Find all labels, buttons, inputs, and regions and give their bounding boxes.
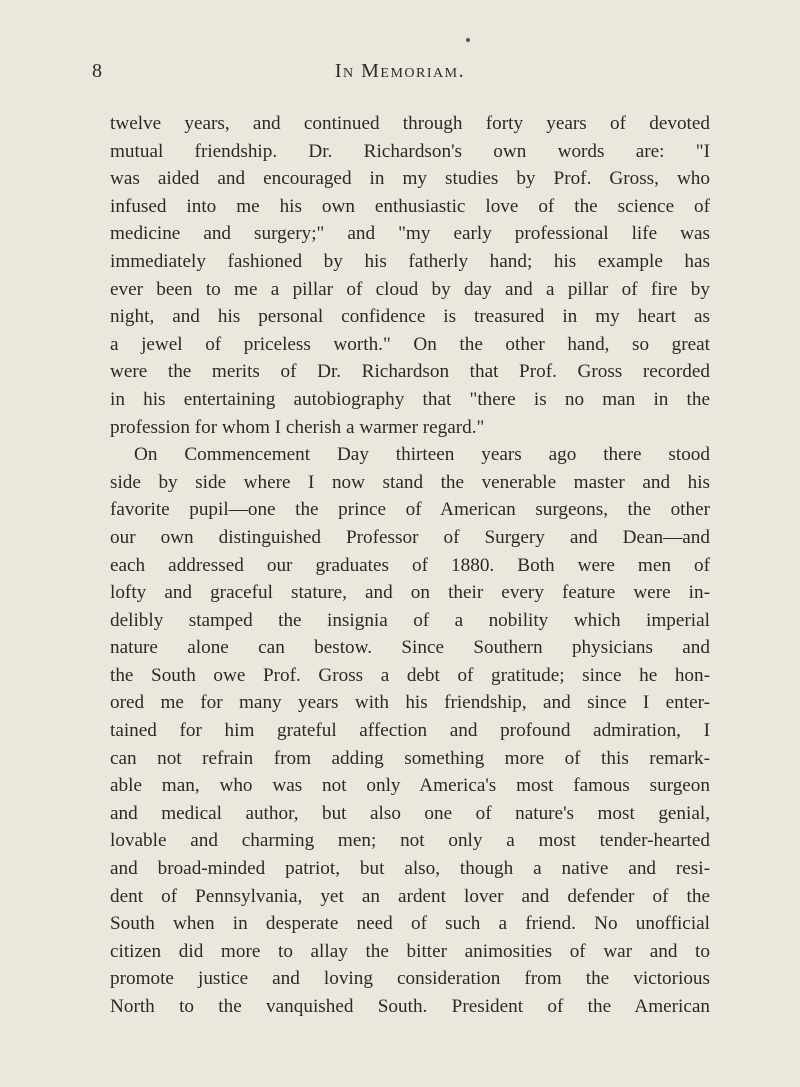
- text-line: tained for him grateful affection and profound admiration, I: [110, 720, 710, 742]
- text-line: twelve years, and continued through forty years of devoted: [110, 113, 710, 134]
- text-line: each addressed our graduates of 1880. Both were men of: [110, 554, 710, 576]
- text-line: mutual friendship. Dr. Richardson's own words are: "I: [110, 140, 710, 162]
- text-line: nature alone can bestow. Since Southern physicians and: [110, 637, 710, 659]
- print-mark: [466, 38, 470, 42]
- text-line: night, and his personal confidence is treasured in my heart as: [110, 306, 710, 328]
- text-line: profession for whom I cherish a warmer regard.": [110, 416, 485, 438]
- text-line: immediately fashioned by his fatherly hand; his example has: [110, 250, 710, 272]
- text-line: medicine and surgery;" and "my early professional life was: [110, 223, 710, 245]
- text-line: South when in desperate need of such a friend. No unofficial: [110, 913, 710, 935]
- text-line: and medical author, but also one of nature's most genial,: [110, 802, 710, 824]
- text-line: in his entertaining autobiography that "there is no man in the: [110, 388, 710, 410]
- text-line: can not refrain from adding something more of this remark-: [110, 747, 710, 769]
- page-number: 8: [92, 60, 102, 82]
- text-line: citizen did more to allay the bitter animosities of war and to: [110, 940, 710, 962]
- text-line: infused into me his own enthusiastic love of the science of: [110, 195, 710, 217]
- text-line: was aided and encouraged in my studies by Prof. Gross, who: [110, 168, 710, 190]
- text-line: and broad-minded patriot, but also, though a native and resi-: [110, 858, 710, 880]
- text-line: our own distinguished Professor of Surgery and Dean—and: [110, 526, 710, 548]
- text-line: promote justice and loving consideration from the victorious: [110, 968, 710, 990]
- text-line: favorite pupil—one the prince of American surgeons, the other: [110, 499, 710, 521]
- text-line: North to the vanquished South. President of the American: [110, 996, 710, 1017]
- page-header: [92, 60, 708, 90]
- text-line: were the merits of Dr. Richardson that Prof. Gross recorded: [110, 361, 710, 383]
- text-line: On Commencement Day thirteen years ago there stood: [134, 444, 710, 466]
- text-line: lovable and charming men; not only a most tender-hearted: [110, 830, 710, 852]
- text-line: a jewel of priceless worth." On the other hand, so great: [110, 333, 710, 355]
- text-line: ever been to me a pillar of cloud by day and a pillar of fire by: [110, 278, 710, 300]
- text-line: ored me for many years with his friendship, and since I enter-: [110, 692, 710, 714]
- text-line: lofty and graceful stature, and on their every feature were in-: [110, 582, 710, 604]
- text-line: dent of Pennsylvania, yet an ardent lover and defender of the: [110, 885, 710, 907]
- text-line: able man, who was not only America's most famous surgeon: [110, 775, 710, 797]
- running-title: In Memoriam.: [334, 60, 466, 82]
- text-line: delibly stamped the insignia of a nobility which imperial: [110, 609, 710, 631]
- body-text: [110, 110, 710, 1021]
- text-line: the South owe Prof. Gross a debt of gratitude; since he hon-: [110, 664, 710, 686]
- text-line: side by side where I now stand the venerable master and his: [110, 471, 710, 493]
